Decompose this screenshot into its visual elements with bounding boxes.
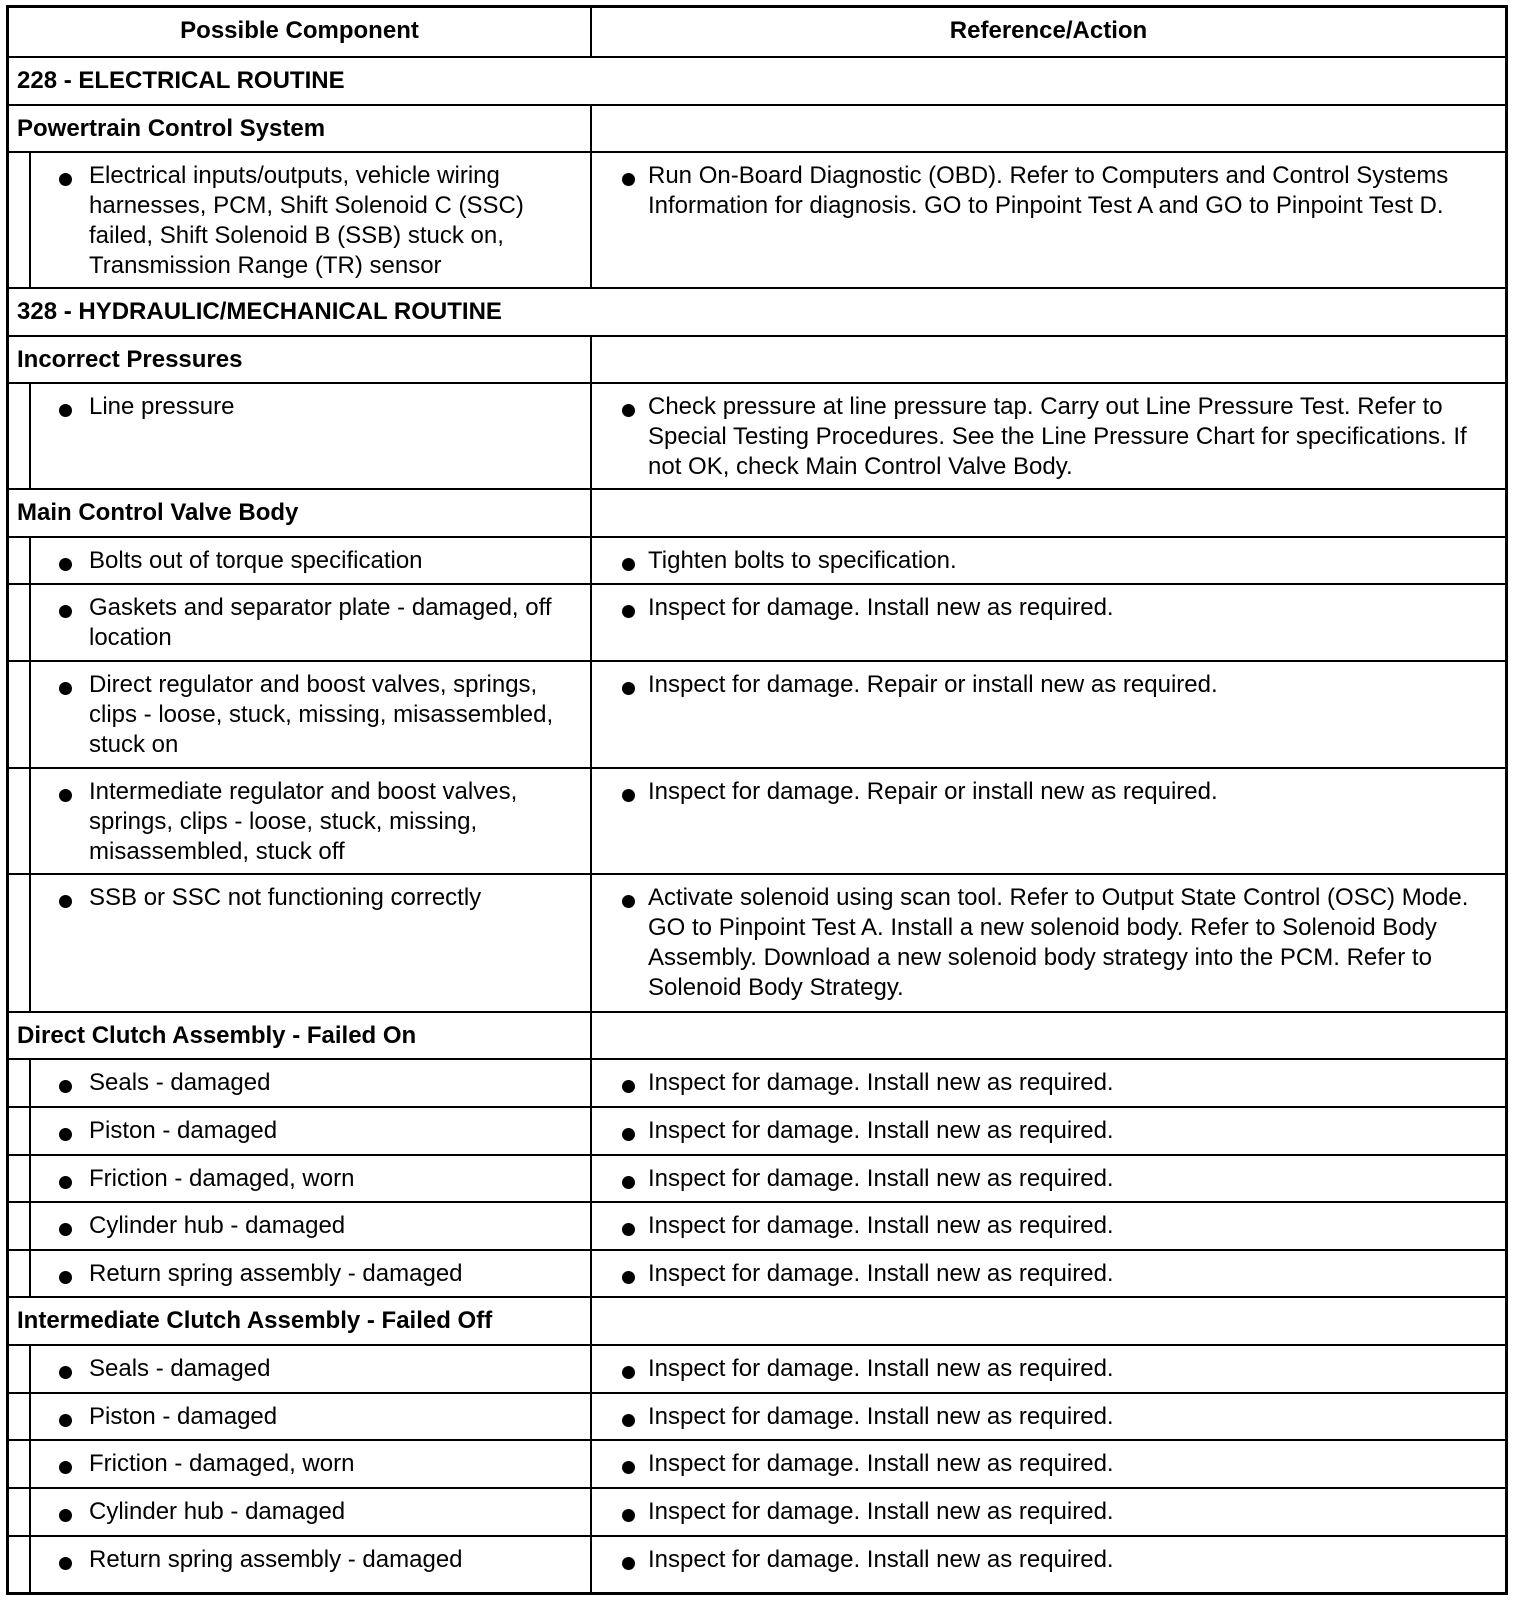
component-text: Piston - damaged [89,1403,278,1430]
bullet-icon [622,789,635,802]
table-header-row [9,8,1505,56]
action-text: Inspect for damage. Install new as required. [648,594,1114,621]
group-direct-clutch-assembly: Direct Clutch Assembly - Failed On [9,1013,592,1058]
section-title-electrical: 228 - ELECTRICAL ROUTINE [17,67,345,94]
table-row [9,873,1505,1011]
column-header-component: Possible Component [9,8,592,56]
group-incorrect-pressures: Incorrect Pressures [9,337,592,382]
action-text: Inspect for damage. Install new as required. [648,1260,1114,1287]
bullet-icon [622,605,635,618]
group-row [9,335,1505,382]
table-row [9,536,1505,583]
column-header-action: Reference/Action [949,17,1148,44]
table-row [9,1201,1505,1249]
bullet-icon [622,1128,635,1141]
component-text: Gaskets and separator plate - damaged, off location [89,594,552,651]
group-main-control-valve-body: Main Control Valve Body [9,490,592,536]
table-row [9,1487,1505,1535]
component-text: Return spring assembly - damaged [89,1546,463,1573]
component-text: Seals - damaged [89,1069,271,1096]
bullet-icon [59,1080,72,1093]
component-text: Cylinder hub - damaged [89,1498,346,1525]
action-text: Inspect for damage. Install new as required. [648,1355,1114,1382]
table-row [9,1392,1505,1439]
bullet-icon [59,1176,72,1189]
bullet-icon [622,682,635,695]
component-text: Intermediate regulator and boost valves, springs, clips - loose, stuck, missing, misassembled, stuck off [89,778,518,865]
bullet-icon [622,173,635,186]
bullet-icon [59,1461,72,1474]
table-row [9,1535,1505,1592]
section-title-hydraulic: 328 - HYDRAULIC/MECHANICAL ROUTINE [17,298,502,325]
action-text: Inspect for damage. Install new as required. [648,1450,1114,1477]
action-text: Inspect for damage. Install new as required. [648,1212,1114,1239]
bullet-icon [59,1223,72,1236]
table-row [9,151,1505,287]
bullet-icon [59,558,72,571]
diagnosis-table [6,5,1508,1595]
group-row [9,1296,1505,1344]
section-title-row [9,287,1505,335]
bullet-icon [622,1223,635,1236]
component-text: Return spring assembly - damaged [89,1260,463,1287]
bullet-icon [59,173,72,186]
table-row [9,1344,1505,1392]
bullet-icon [59,895,72,908]
component-text: Friction - damaged, worn [89,1165,355,1192]
bullet-icon [622,1461,635,1474]
table-row [9,660,1505,767]
action-text: Check pressure at line pressure tap. Carry out Line Pressure Test. Refer to Special Testing Procedures. See the Line Pressure Chart for specifications. If not OK, check Main Control Valve Body. [648,393,1467,480]
table-row [9,1106,1505,1154]
component-text: Line pressure [89,393,235,420]
table-row [9,583,1505,660]
table-row [9,1249,1505,1296]
bullet-icon [622,404,635,417]
bullet-icon [59,605,72,618]
bullet-icon [622,1366,635,1379]
table-row [9,767,1505,873]
bullet-icon [59,1128,72,1141]
group-row [9,488,1505,536]
component-text: SSB or SSC not functioning correctly [89,884,482,911]
bullet-icon [622,1176,635,1189]
component-text: Piston - damaged [89,1117,278,1144]
section-title-row [9,56,1505,104]
table-row [9,1439,1505,1487]
action-text: Inspect for damage. Install new as required. [648,1498,1114,1525]
group-intermediate-clutch-assembly: Intermediate Clutch Assembly - Failed Off [9,1298,592,1344]
bullet-icon [622,558,635,571]
bullet-icon [59,682,72,695]
table-row [9,382,1505,488]
component-text: Bolts out of torque specification [89,547,423,574]
bullet-icon [622,1557,635,1570]
group-row [9,1011,1505,1058]
action-text: Inspect for damage. Install new as required. [648,1546,1114,1573]
bullet-icon [622,1080,635,1093]
bullet-icon [59,1366,72,1379]
component-text: Friction - damaged, worn [89,1450,355,1477]
action-text: Inspect for damage. Repair or install new as required. [648,671,1218,698]
bullet-icon [59,404,72,417]
component-text: Direct regulator and boost valves, springs, clips - loose, stuck, missing, misassembled, stuck on [89,671,554,758]
action-text: Run On-Board Diagnostic (OBD). Refer to Computers and Control Systems Information for diagnosis. GO to Pinpoint Test A and GO to Pinpoint Test D. [648,162,1449,219]
bullet-icon [59,1509,72,1522]
component-text: Seals - damaged [89,1355,271,1382]
action-text: Inspect for damage. Repair or install new as required. [648,778,1218,805]
bullet-icon [59,1414,72,1427]
bullet-icon [622,895,635,908]
action-text: Inspect for damage. Install new as required. [648,1117,1114,1144]
action-text: Inspect for damage. Install new as required. [648,1165,1114,1192]
bullet-icon [59,1557,72,1570]
group-row [9,104,1505,151]
action-text: Activate solenoid using scan tool. Refer to Output State Control (OSC) Mode. GO to Pinpoint Test A. Install a new solenoid body. Refer to Solenoid Body Assembly. Download a new solenoid body strategy into the PCM. Refer to Solenoid Body Strategy. [648,884,1469,1001]
action-text: Tighten bolts to specification. [648,547,957,574]
action-text: Inspect for damage. Install new as required. [648,1069,1114,1096]
bullet-icon [622,1414,635,1427]
component-text: Electrical inputs/outputs, vehicle wiring harnesses, PCM, Shift Solenoid C (SSC) failed, Shift Solenoid B (SSB) stuck on, Transmission Range (TR) sensor [89,162,524,279]
group-powertrain-control-system: Powertrain Control System [9,106,592,151]
bullet-icon [622,1271,635,1284]
table-row [9,1058,1505,1106]
component-text: Cylinder hub - damaged [89,1212,346,1239]
action-text: Inspect for damage. Install new as required. [648,1403,1114,1430]
bullet-icon [59,1271,72,1284]
bullet-icon [59,789,72,802]
table-row [9,1154,1505,1201]
bullet-icon [622,1509,635,1522]
